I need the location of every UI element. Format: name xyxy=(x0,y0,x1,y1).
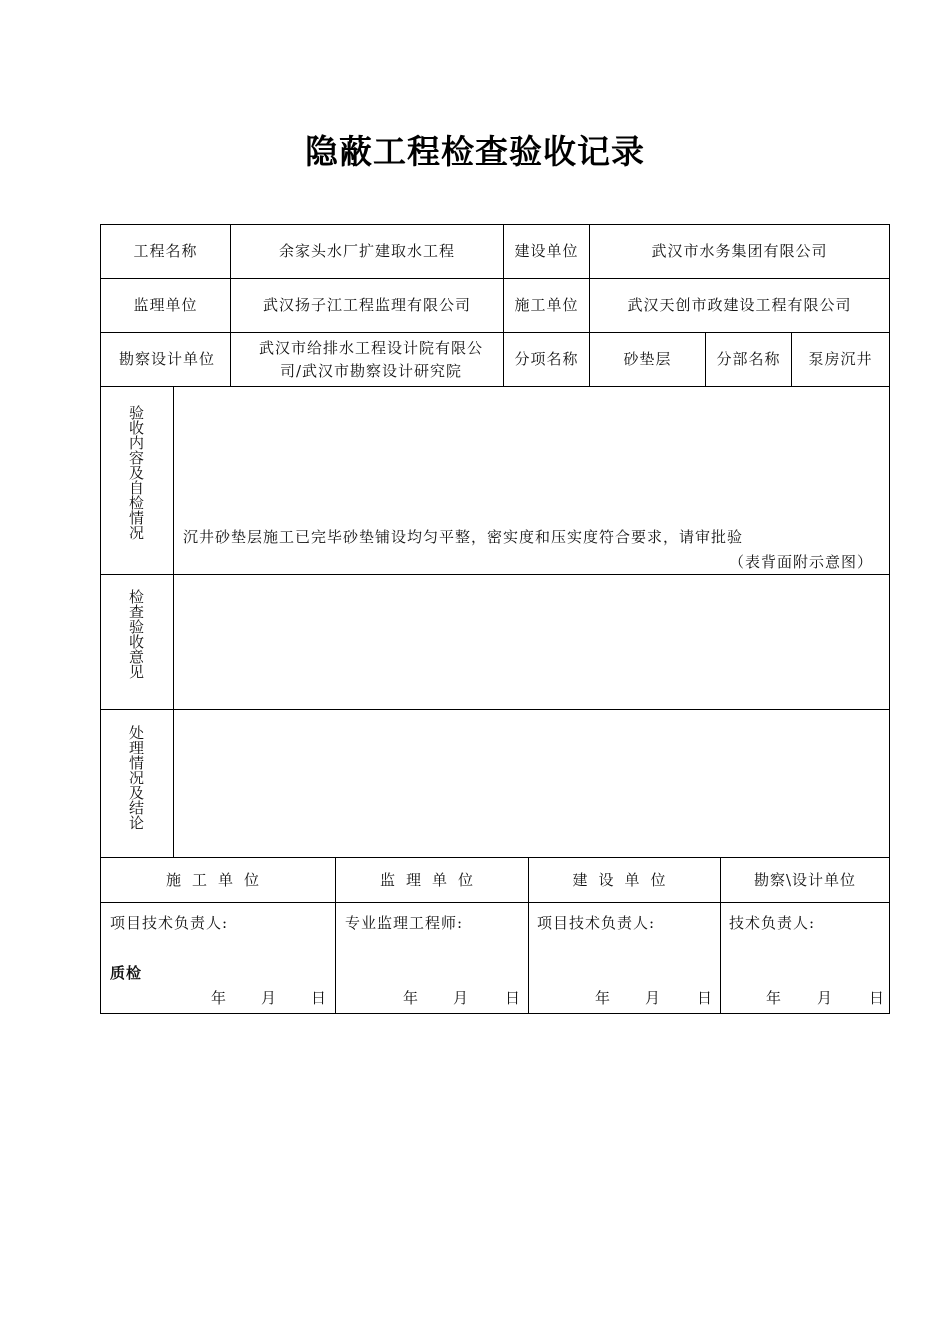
row-divider xyxy=(101,386,889,387)
owner-person-label: 项目技术负责人: xyxy=(537,914,656,932)
date-day: 日 xyxy=(505,989,521,1007)
date-year: 年 xyxy=(211,989,227,1007)
date-month: 月 xyxy=(817,989,833,1007)
division-label: 分部名称 xyxy=(716,350,781,368)
date-month: 月 xyxy=(261,989,277,1007)
result-section-label: 处理情况及结论 xyxy=(127,725,145,830)
opinion-section-label: 检查验收意见 xyxy=(127,589,145,679)
date-year: 年 xyxy=(766,989,782,1007)
date-day: 日 xyxy=(869,989,885,1007)
supervisor-label: 监理单位 xyxy=(133,296,198,314)
division-value: 泵房沉井 xyxy=(808,350,873,368)
inspection-record-table xyxy=(100,224,890,1014)
content-text: 沉井砂垫层施工已完毕砂垫铺设均匀平整，密实度和压实度符合要求，请审批验 xyxy=(183,528,744,546)
date-month: 月 xyxy=(453,989,469,1007)
date-year: 年 xyxy=(595,989,611,1007)
sign-contractor-header: 施工单位 xyxy=(165,870,270,889)
project-name-label: 工程名称 xyxy=(133,242,198,260)
content-note: （表背面附示意图） xyxy=(729,553,874,571)
date-year: 年 xyxy=(403,989,419,1007)
design-person-label: 技术负责人: xyxy=(729,914,816,932)
sign-owner-header: 建设单位 xyxy=(572,870,677,889)
date-day: 日 xyxy=(697,989,713,1007)
owner-value: 武汉市水务集团有限公司 xyxy=(651,242,828,260)
contractor-value: 武汉天创市政建设工程有限公司 xyxy=(627,296,852,314)
row-divider xyxy=(101,902,889,903)
content-section-label: 验收内容及自检情况 xyxy=(127,405,145,540)
design-unit-value: 武汉市给排水工程设计院有限公司/武汉市勘察设计研究院 xyxy=(258,338,483,380)
owner-label: 建设单位 xyxy=(514,242,579,260)
page-title: 隐蔽工程检查验收记录 xyxy=(305,132,645,171)
sign-supervisor-header: 监理单位 xyxy=(379,870,484,889)
contractor-qc-label: 质检 xyxy=(110,964,143,982)
sign-design-header: 勘察\设计单位 xyxy=(753,870,857,889)
subitem-label: 分项名称 xyxy=(514,350,579,368)
row-divider xyxy=(101,574,889,575)
subitem-value: 砂垫层 xyxy=(623,350,672,368)
column-divider xyxy=(173,386,174,857)
date-day: 日 xyxy=(311,989,327,1007)
date-month: 月 xyxy=(645,989,661,1007)
project-name-value: 余家头水厂扩建取水工程 xyxy=(278,242,455,260)
supervisor-person-label: 专业监理工程师: xyxy=(345,914,464,932)
contractor-person-label: 项目技术负责人: xyxy=(110,914,229,932)
contractor-label: 施工单位 xyxy=(514,296,579,314)
design-unit-label: 勘察设计单位 xyxy=(119,350,216,368)
row-divider xyxy=(101,709,889,710)
supervisor-value: 武汉扬子江工程监理有限公司 xyxy=(262,296,471,314)
